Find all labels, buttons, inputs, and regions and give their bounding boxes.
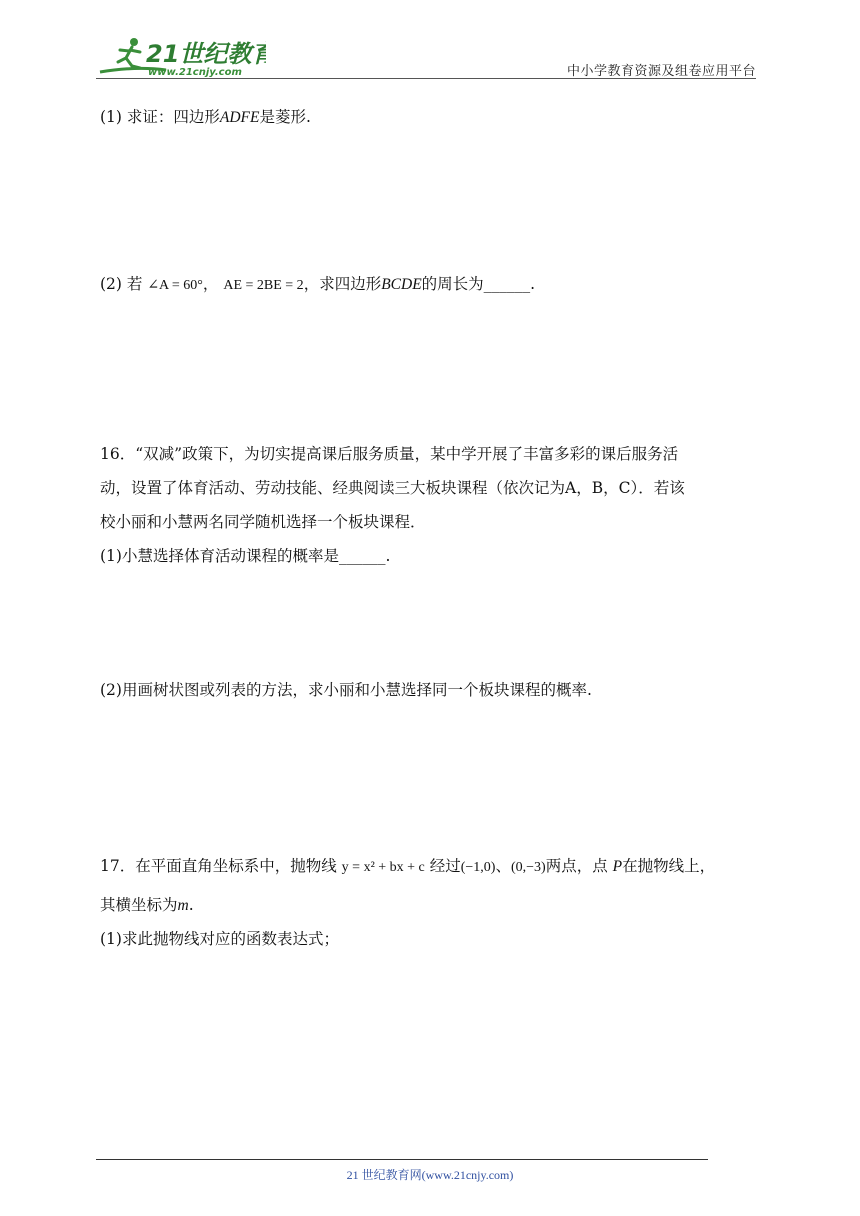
logo-text: 21世纪教育 (146, 40, 266, 68)
q17-point1: (−1,0) (460, 860, 496, 875)
logo-url: www.21cnjy.com (148, 67, 242, 78)
q17-stem-line2: 其横坐标为m. (100, 896, 194, 914)
q15-part1: (1) 求证：四边形ADFE是菱形. (100, 108, 311, 126)
q17-point2: (0,−3) (510, 860, 546, 875)
q15-var-bcde: BCDE (381, 276, 422, 293)
header-platform-text: 中小学教育资源及组卷应用平台 (566, 64, 756, 79)
runner-logo-icon (96, 36, 266, 80)
footer-divider (96, 1159, 708, 1160)
q17-parabola-expr: y = x² + bx + c (341, 860, 425, 875)
q15-part2: (2) 若 ∠A = 60°， AE = 2BE = 2，求四边形BCDE的周长为______. (100, 275, 536, 293)
q15-var-adfe: ADFE (219, 109, 260, 126)
q17-var-p: P (612, 858, 623, 875)
header-divider (96, 78, 756, 79)
q16-part2: (2)用画树状图或列表的方法，求小丽和小慧选择同一个板块课程的概率. (100, 681, 592, 699)
footer-site-link[interactable]: 21 世纪教育网(www.21cnjy.com) (346, 1168, 514, 1182)
q17-part1: (1)求此抛物线对应的函数表达式； (100, 930, 339, 948)
q17-var-m: m (177, 897, 189, 914)
q15-angle-expr: ∠A = 60° (147, 278, 203, 293)
q17-stem-line1: 17．在平面直角坐标系中，抛物线 y = x² + bx + c 经过(−1,0)、(0,−3)两点，点 P在抛物线上， (100, 857, 716, 875)
q16-part1: (1)小慧选择体育活动课程的概率是______. (100, 547, 391, 565)
q16-stem-line3: 校小丽和小慧两名同学随机选择一个板块课程． (100, 513, 426, 531)
q16-stem-line2: 动，设置了体育活动、劳动技能、经典阅读三大板块课程（依次记为A，B，C）．若该 (100, 479, 685, 497)
site-logo (96, 36, 266, 80)
q16-stem-line1: 16．“双减”政策下，为切实提高课后服务质量，某中学开展了丰富多彩的课后服务活 (100, 445, 679, 463)
q15-length-expr: AE = 2BE = 2 (223, 278, 304, 293)
